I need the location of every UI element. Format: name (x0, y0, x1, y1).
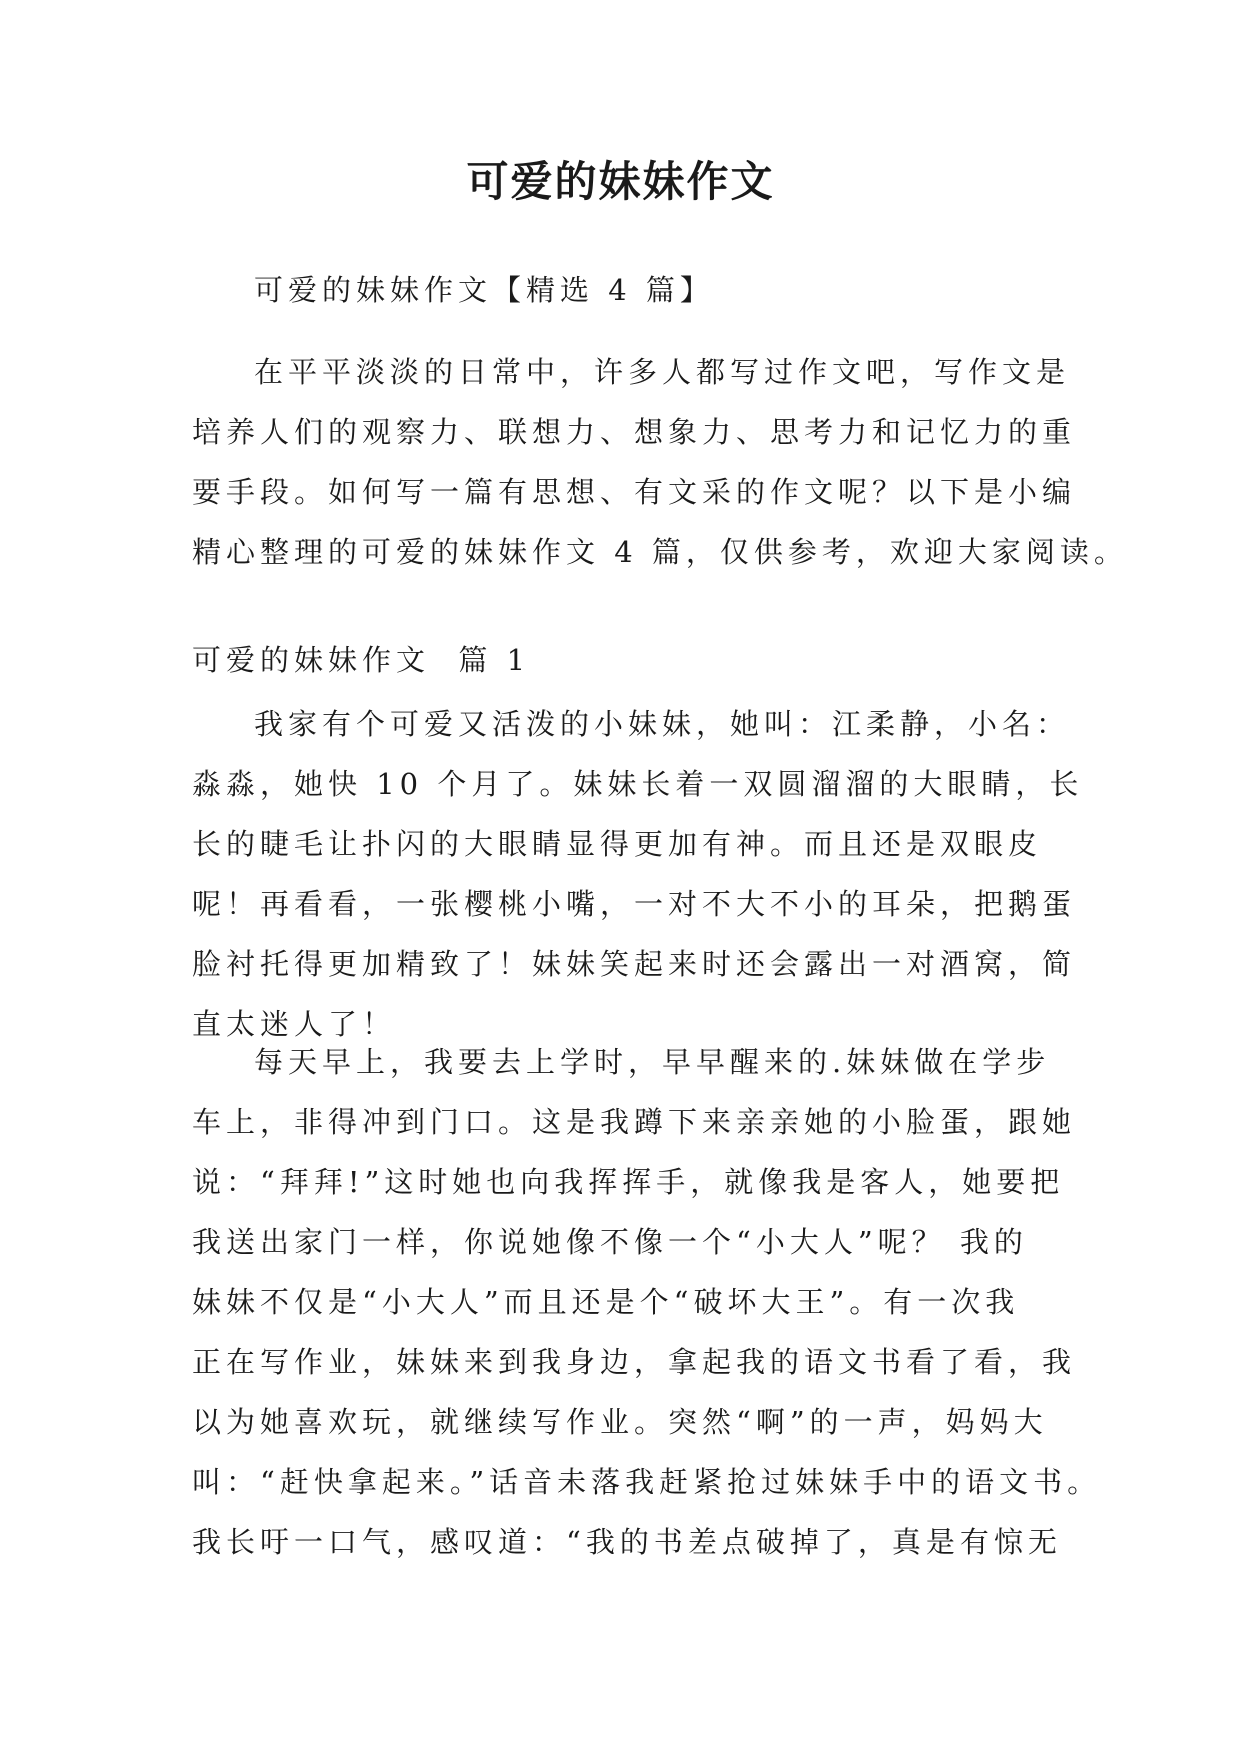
essay-paragraph-2 (192, 1032, 1102, 1572)
essay-paragraph-1 (192, 694, 1084, 1054)
intro-paragraph (192, 342, 1128, 582)
paragraph-line: 长的睫毛让扑闪的大眼睛显得更加有神。而且还是双眼皮 (192, 827, 1043, 861)
document-subtitle (192, 260, 1052, 320)
paragraph-line: 车上，非得冲到门口。这是我蹲下来亲亲她的小脸蛋，跟她 (192, 1105, 1077, 1139)
paragraph-line: 淼淼，她快 10 个月了。妹妹长着一双圆溜溜的大眼睛，长 (192, 767, 1084, 801)
paragraph-line: 叫：“赶快拿起来。”话音未落我赶紧抢过妹妹手中的语文书。 (192, 1465, 1102, 1499)
paragraph-line: 正在写作业，妹妹来到我身边，拿起我的语文书看了看，我 (192, 1345, 1077, 1379)
section-heading (192, 630, 1052, 690)
section-heading-text: 可爱的妹妹作文 篇 1 (192, 643, 531, 677)
intro-line: 要手段。如何写一篇有思想、有文采的作文呢？以下是小编 (192, 475, 1077, 509)
document-title: 可爱的妹妹作文 (466, 157, 775, 206)
intro-line: 培养人们的观察力、联想力、想象力、思考力和记忆力的重 (192, 415, 1077, 449)
paragraph-line: 我送出家门一样，你说她像不像一个“小大人”呢？ 我的 (192, 1225, 1028, 1259)
paragraph-line: 说：“拜拜!”这时她也向我挥挥手，就像我是客人，她要把 (192, 1165, 1065, 1199)
paragraph-line: 妹妹不仅是“小大人”而且还是个“破坏大王”。有一次我 (192, 1285, 1020, 1319)
paragraph-line: 以为她喜欢玩，就继续写作业。突然“啊”的一声，妈妈大 (192, 1405, 1048, 1439)
subtitle-line: 可爱的妹妹作文【精选 4 篇】 (254, 273, 714, 307)
paragraph-line: 每天早上，我要去上学时，早早醒来的.妹妹做在学步 (254, 1045, 1051, 1079)
paragraph-line: 我长吁一口气，感叹道：“我的书差点破掉了，真是有惊无 (192, 1525, 1062, 1559)
paragraph-line: 脸衬托得更加精致了！妹妹笑起来时还会露出一对酒窝，简 (192, 947, 1077, 981)
paragraph-line: 我家有个可爱又活泼的小妹妹，她叫：江柔静，小名： (254, 707, 1071, 741)
intro-line: 在平平淡淡的日常中，许多人都写过作文吧，写作文是 (254, 355, 1071, 389)
paragraph-line: 直太迷人了！ (192, 1007, 397, 1041)
paragraph-line: 呢！再看看，一张樱桃小嘴，一对不大不小的耳朵，把鹅蛋 (192, 887, 1077, 921)
intro-line: 精心整理的可爱的妹妹作文 4 篇，仅供参考，欢迎大家阅读。 (192, 535, 1128, 569)
